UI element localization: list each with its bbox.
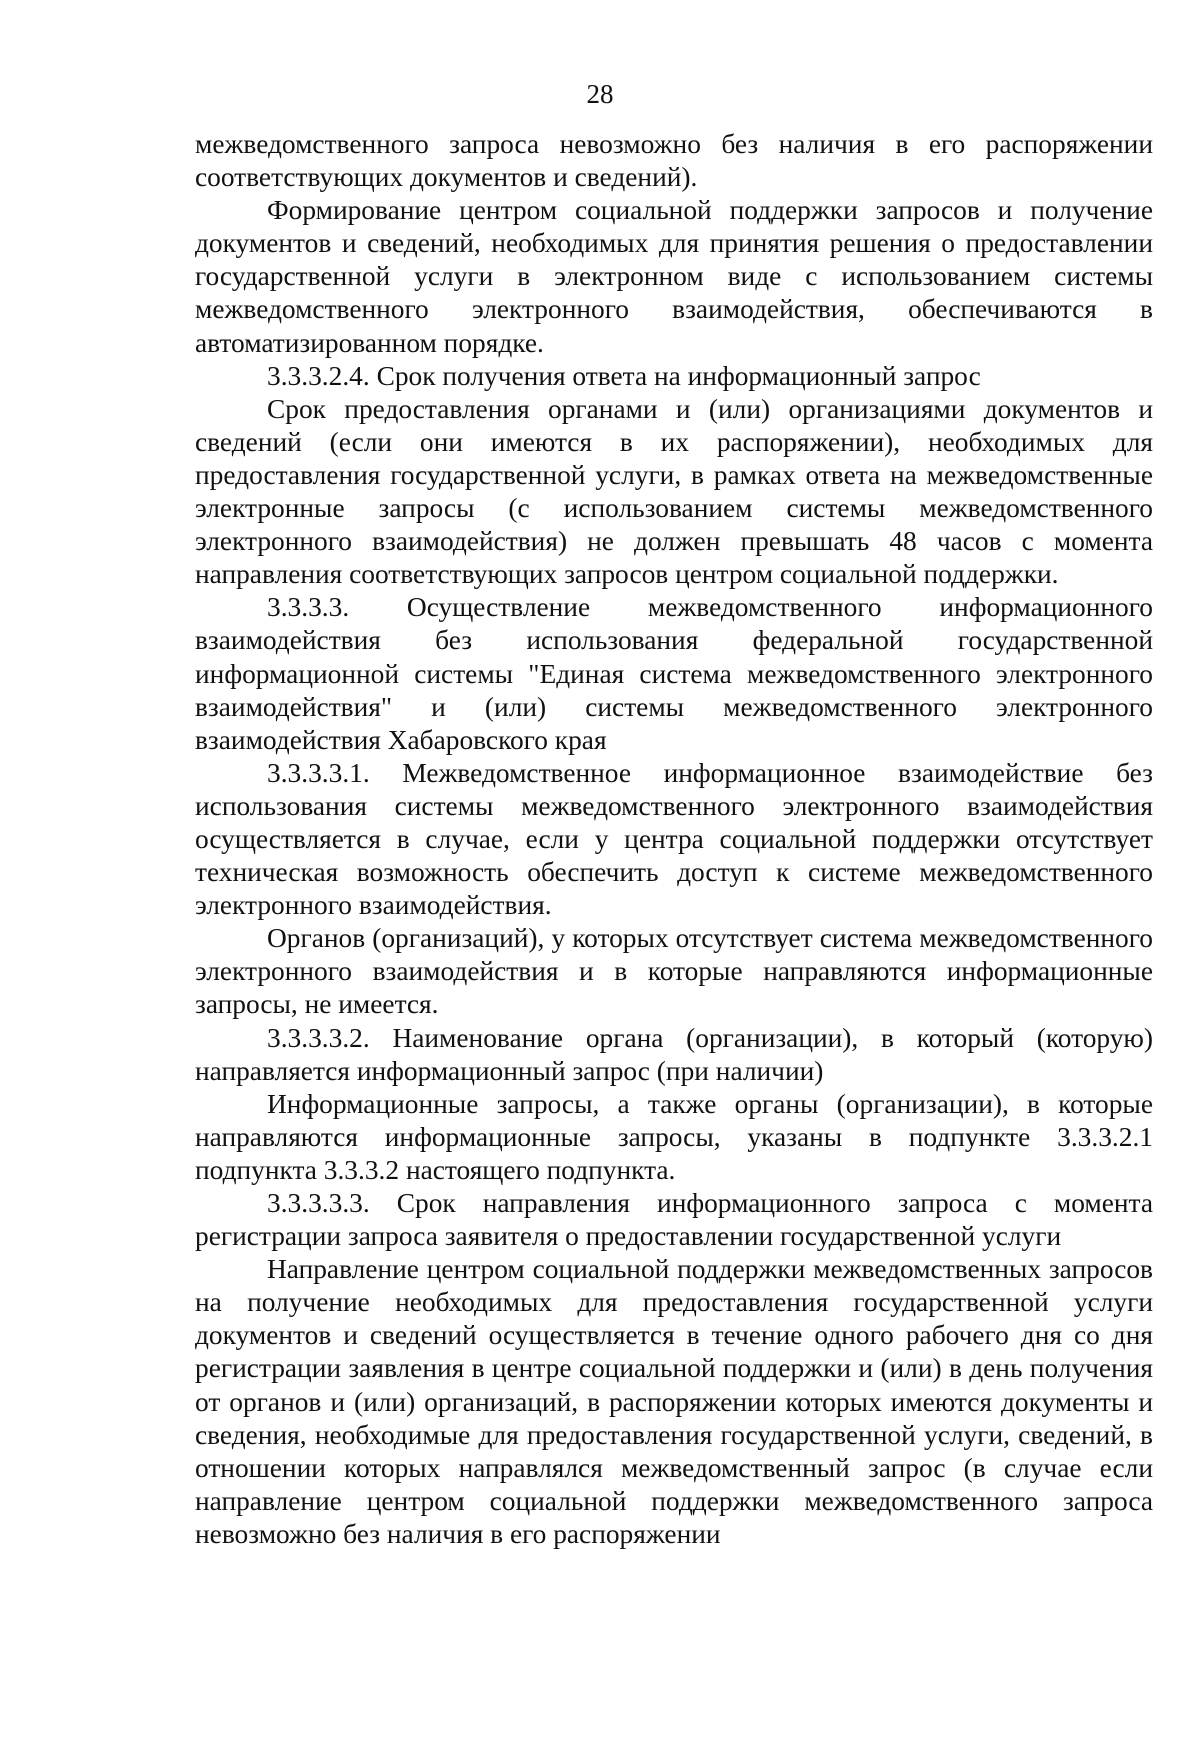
paragraph-requests-listed: Информационные запросы, а также органы (организации), в которые направляются информационные запросы, указаны в подпункте 3.3.3.2.1 подпункта 3.3.3.2 настоящего подпункта. (195, 1088, 1153, 1185)
paragraph-sending-requests: Направление центром социальной поддержки межведомственных запросов на получение необходимых для предоставления государственной услуги документов и сведений осуществляется в течение одного рабочего дня со дня регистрации заявления в центре социальной поддержки и (или) в день получения от органов и (или) организаций, в распоряжении которых имеются документы и сведения, необходимые для предоставления государственной услуги, сведений, в отношении которых направлялся межведомственный запрос (в случае если направление центром социальной поддержки межведомственного запроса невозможно без наличия в его распоряжении (195, 1254, 1153, 1549)
paragraph-no-organizations: Органов (организаций), у которых отсутствует система межведомственного электронного взаимодействия и в которые направляются информационные запросы, не имеется. (195, 923, 1153, 1020)
paragraph-response-deadline: Срок предоставления органами и (или) организациями документов и сведений (если они имеются в их распоряжении), необходимых для предоставления государственной услуги, в рамках ответа на межведомственные электронные запросы (с использованием системы межведомственного электронного взаимодействия) не должен превышать 48 часов с момента направления соответствующих запросов центром социальной поддержки. (195, 393, 1153, 590)
paragraph-request-formation: Формирование центром социальной поддержки запросов и получение документов и сведений, необходимых для принятия решения о предоставлении государственной услуги в электронном виде с использованием системы межведомственного электронного взаимодействия, обеспечиваются в автоматизированном порядке. (195, 195, 1153, 358)
paragraph-continuation: межведомственного запроса невозможно без наличия в его распоряжении соответствующих документов и сведений). (195, 129, 1153, 193)
section-heading-3-3-3-2-4: 3.3.3.2.4. Срок получения ответа на информационный запрос (267, 360, 981, 391)
paragraph-3-3-3-3-1: 3.3.3.3.1. Межведомственное информационное взаимодействие без использования системы межведомственного электронного взаимодействия осуществляется в случае, если у центра социальной поддержки отсутствует техническая возможность обеспечить доступ к системе межведомственного электронного взаимодействия. (195, 757, 1153, 921)
section-heading-3-3-3-3-2: 3.3.3.3.2. Наименование органа (организации), в который (которую) направляется информационный запрос (при наличии) (195, 1022, 1153, 1086)
document-body (195, 128, 1153, 1551)
section-heading-3-3-3-3-3: 3.3.3.3.3. Срок направления информационного запроса с момента регистрации запроса заявителя о предоставлении государственной услуги (195, 1188, 1153, 1252)
section-heading-3-3-3-3: 3.3.3.3. Осуществление межведомственного информационного взаимодействия без использования федеральной государственной информационной системы "Единая система межведомственного электронного взаимодействия" и (или) системы межведомственного электронного взаимодействия Хабаровского края (195, 592, 1153, 755)
page-number: 28 (586, 79, 614, 109)
